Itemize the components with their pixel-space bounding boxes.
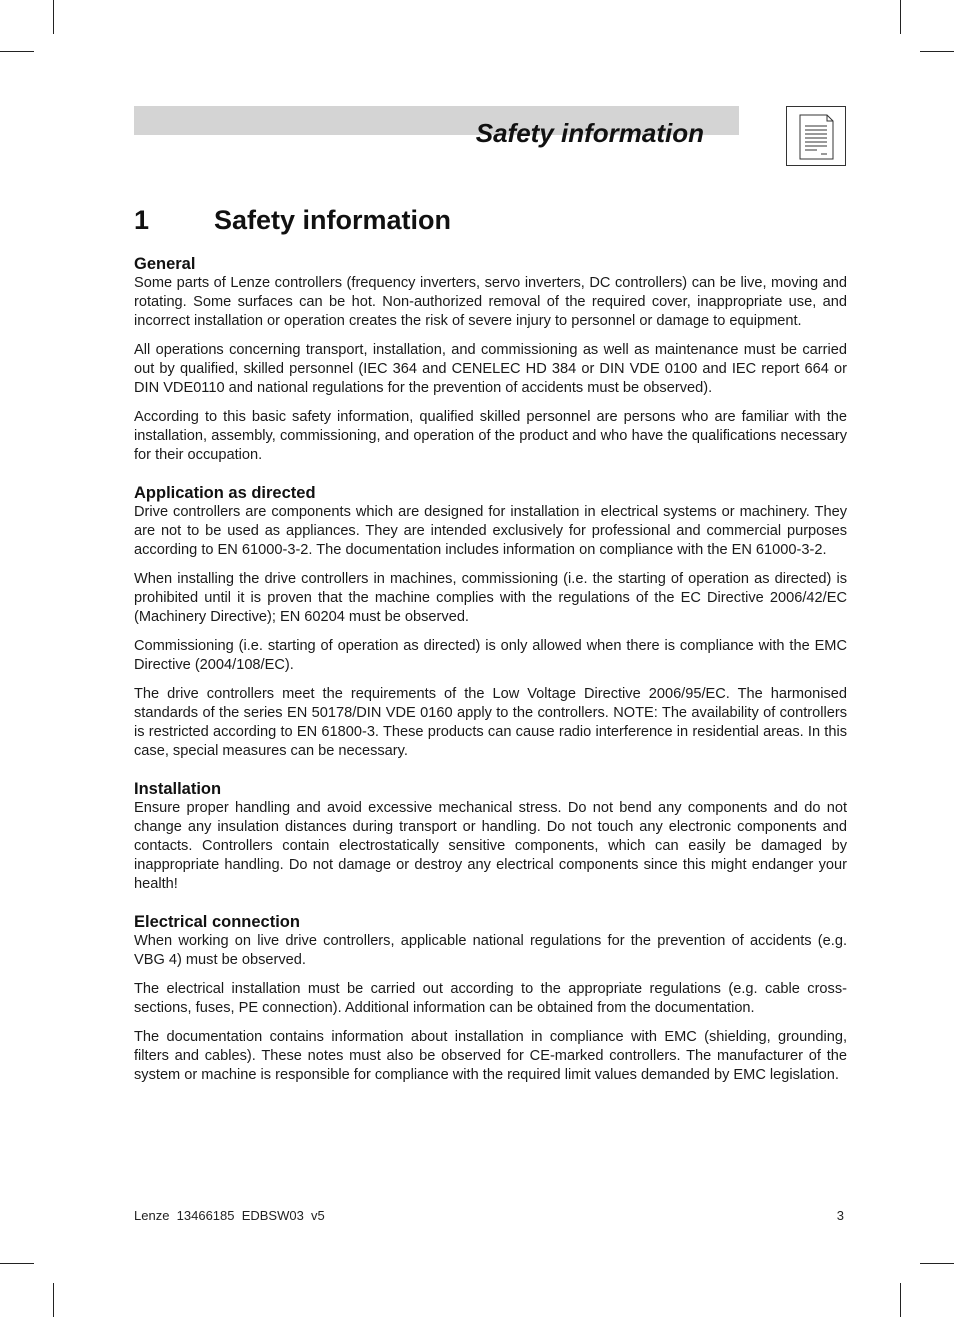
crop-mark — [900, 0, 901, 34]
section-heading: General — [134, 255, 196, 273]
chapter-number: 1 — [134, 205, 150, 235]
paragraph: According to this basic safety information, qualified skilled personnel are persons who are familiar with the installation, assembly, commissioning, and operation of the product and who have the qualifications necessary for their occupation. — [134, 409, 847, 463]
paragraph: Drive controllers are components which are designed for installation in electrical systems or machinery. They are not to be used as appliances. They are intended exclusively for professional and commercial purposes according to EN 61000-3-2. The documentation includes information on compliance with the EN 61000-3-2. — [134, 504, 847, 558]
paragraph: Ensure proper handling and avoid excessive mechanical stress. Do not bend any components and do not change any insulation distances during transport or handling. Do not touch any electronic components and contacts. Controllers contain electrostatically sensitive components, which can easily be damaged by inappropriate handling. Do not damage or destroy any electrical components since this might endanger your health! — [134, 800, 847, 892]
paragraph: The electrical installation must be carried out according to the appropriate regulations (e.g. cable cross-sections, fuses, PE connection). Additional information can be obtained from the documentation. — [134, 981, 847, 1016]
crop-mark — [920, 51, 954, 52]
section-application-as-directed — [134, 484, 847, 761]
section-heading: Application as directed — [134, 484, 316, 502]
footer-doc-id: Lenze 13466185 EDBSW03 v5 — [134, 1208, 325, 1223]
document-icon — [786, 106, 846, 166]
chapter-title: Safety information — [214, 205, 452, 235]
paragraph: The drive controllers meet the requirements of the Low Voltage Directive 2006/95/EC. The harmonised standards of the series EN 50178/DIN VDE 0160 apply to the controllers. NOTE: The availability of controllers is restricted according to EN 61800-3. These products can cause radio interference in residential areas. In this case, special measures can be necessary. — [134, 686, 847, 759]
running-header-title: Safety information — [475, 118, 704, 148]
page-number: 3 — [836, 1208, 844, 1223]
paragraph: When working on live drive controllers, applicable national regulations for the prevention of accidents (e.g. VBG 4) must be observed. — [134, 933, 847, 968]
paragraph: Some parts of Lenze controllers (frequency inverters, servo inverters, DC controllers) can be live, moving and rotating. Some surfaces can be hot. Non-authorized removal of the required cover, inappropriate use, and incorrect installation or operation creates the risk of severe injury to personnel or damage to equipment. — [134, 275, 847, 329]
paragraph: The documentation contains information about installation in compliance with EMC (shielding, grounding, filters and cables). These notes must also be observed for CE-marked controllers. The manufacturer of the system or machine is responsible for compliance with the required limit values demanded by EMC legislation. — [134, 1029, 847, 1083]
crop-mark — [0, 1263, 34, 1264]
crop-mark — [53, 1283, 54, 1317]
section-installation — [134, 780, 847, 894]
section-heading: Electrical connection — [134, 913, 300, 931]
crop-mark — [53, 0, 54, 34]
section-heading: Installation — [134, 780, 222, 798]
crop-mark — [0, 51, 34, 52]
paragraph: When installing the drive controllers in machines, commissioning (i.e. the starting of operation as directed) is prohibited until it is proven that the machine complies with the regulations of the EC Directive 2006/42/EC (Machinery Directive); EN 60204 must be observed. — [134, 571, 847, 625]
section-general — [134, 255, 847, 465]
crop-mark — [900, 1283, 901, 1317]
crop-mark — [920, 1263, 954, 1264]
chapter-heading — [134, 205, 847, 236]
paragraph: All operations concerning transport, installation, and commissioning as well as maintenance must be carried out by qualified, skilled personnel (IEC 364 and CENELEC HD 384 or DIN VDE 0100 and IEC report 664 or DIN VDE0110 and national regulations for the prevention of accidents must be observed). — [134, 342, 847, 396]
main-content — [134, 205, 847, 1095]
paragraph: Commissioning (i.e. starting of operation as directed) is only allowed when there is compliance with the EMC Directive (2004/108/EC). — [134, 638, 847, 673]
section-electrical-connection — [134, 913, 847, 1085]
